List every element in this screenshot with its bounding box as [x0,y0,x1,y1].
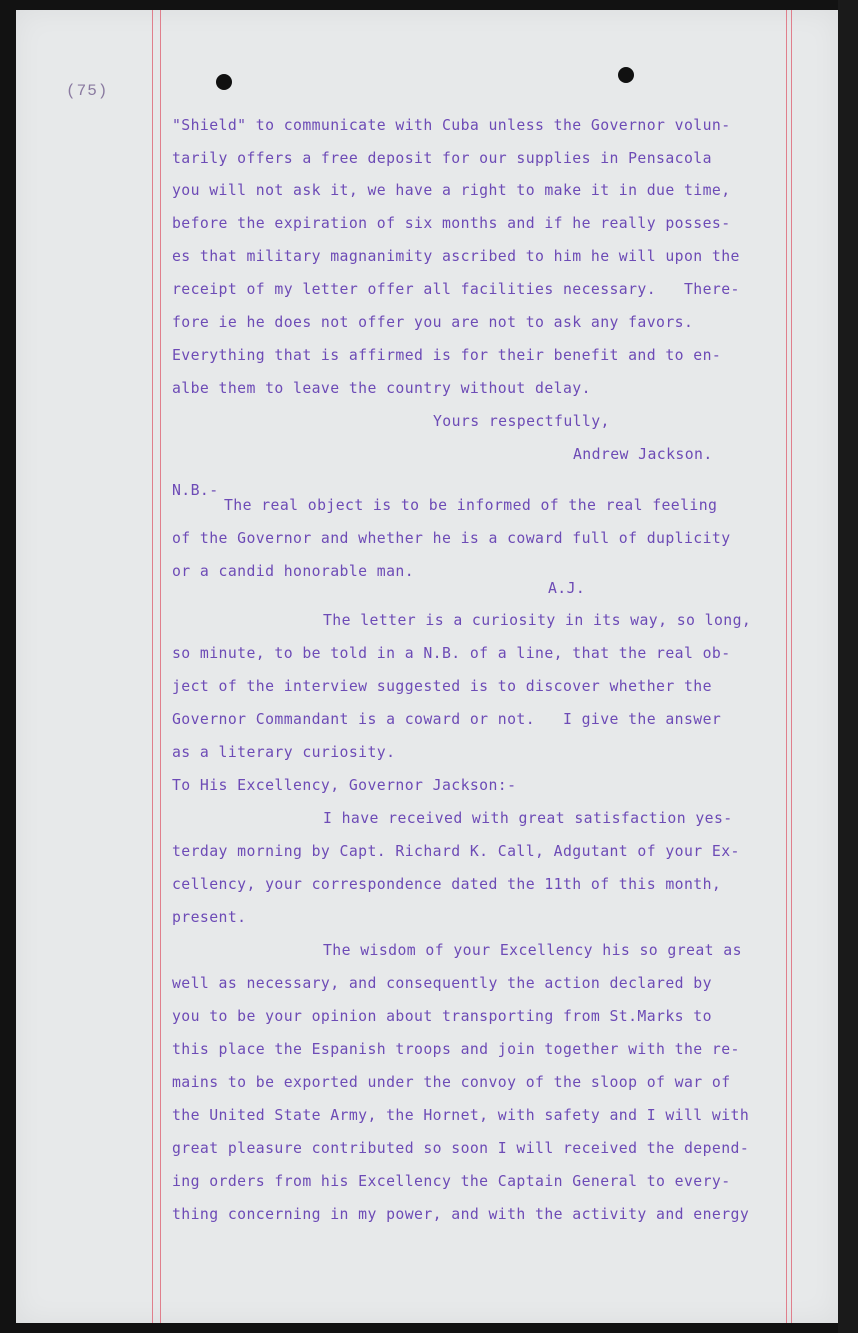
punch-hole-left [216,74,232,90]
left-margin-line-outer [152,10,153,1323]
text-line: as a literary curiosity. [172,744,396,761]
text-line: Everything that is affirmed is for their benefit and to en- [172,347,722,364]
text-line: terday morning by Capt. Richard K. Call, Adgutant of your Ex- [172,843,740,860]
salutation: To His Excellency, Governor Jackson:- [172,777,517,794]
signature: Andrew Jackson. [573,446,713,463]
text-line: albe them to leave the country without delay. [172,380,591,397]
page-number: (75) [66,82,109,100]
initials: A.J. [548,580,586,597]
text-line: ing orders from his Excellency the Captain General to every- [172,1173,731,1190]
left-margin-line-inner [160,10,161,1323]
text-line: The letter is a curiosity in its way, so long, [323,612,752,629]
document-page [16,10,838,1323]
text-line: you will not ask it, we have a right to make it in due time, [172,182,731,199]
text-line: present. [172,909,247,926]
text-line: thing concerning in my power, and with the activity and energy [172,1206,750,1223]
right-margin-line-inner [786,10,787,1323]
text-line: of the Governor and whether he is a coward full of duplicity [172,530,731,547]
scan-edge [838,0,858,1333]
text-line: so minute, to be told in a N.B. of a line, that the real ob- [172,645,731,662]
punch-hole-right [618,67,634,83]
text-line: fore ie he does not offer you are not to ask any favors. [172,314,694,331]
text-line: or a candid honorable man. [172,563,415,580]
text-line: "Shield" to communicate with Cuba unless the Governor volun- [172,117,731,134]
text-line: before the expiration of six months and if he really posses- [172,215,731,232]
text-line: es that military magnanimity ascribed to him he will upon the [172,248,740,265]
text-line: I have received with great satisfaction yes- [323,810,733,827]
text-line: mains to be exported under the convoy of the sloop of war of [172,1074,731,1091]
text-line: the United State Army, the Hornet, with safety and I will with [172,1107,750,1124]
text-line: The real object is to be informed of the real feeling [224,497,718,514]
text-line: tarily offers a free deposit for our supplies in Pensacola [172,150,712,167]
text-line: The wisdom of your Excellency his so great as [323,942,742,959]
nb-heading: N.B.- [172,482,219,499]
text-line: well as necessary, and consequently the action declared by [172,975,712,992]
text-line: this place the Espanish troops and join together with the re- [172,1041,740,1058]
text-line: cellency, your correspondence dated the 11th of this month, [172,876,722,893]
closing: Yours respectfully, [433,413,610,430]
right-margin-line-outer [791,10,792,1323]
text-line: ject of the interview suggested is to discover whether the [172,678,712,695]
text-line: receipt of my letter offer all facilities necessary. There- [172,281,740,298]
text-line: great pleasure contributed so soon I will received the depend- [172,1140,750,1157]
text-line: you to be your opinion about transporting from St.Marks to [172,1008,712,1025]
text-line: Governor Commandant is a coward or not. I give the answer [172,711,722,728]
